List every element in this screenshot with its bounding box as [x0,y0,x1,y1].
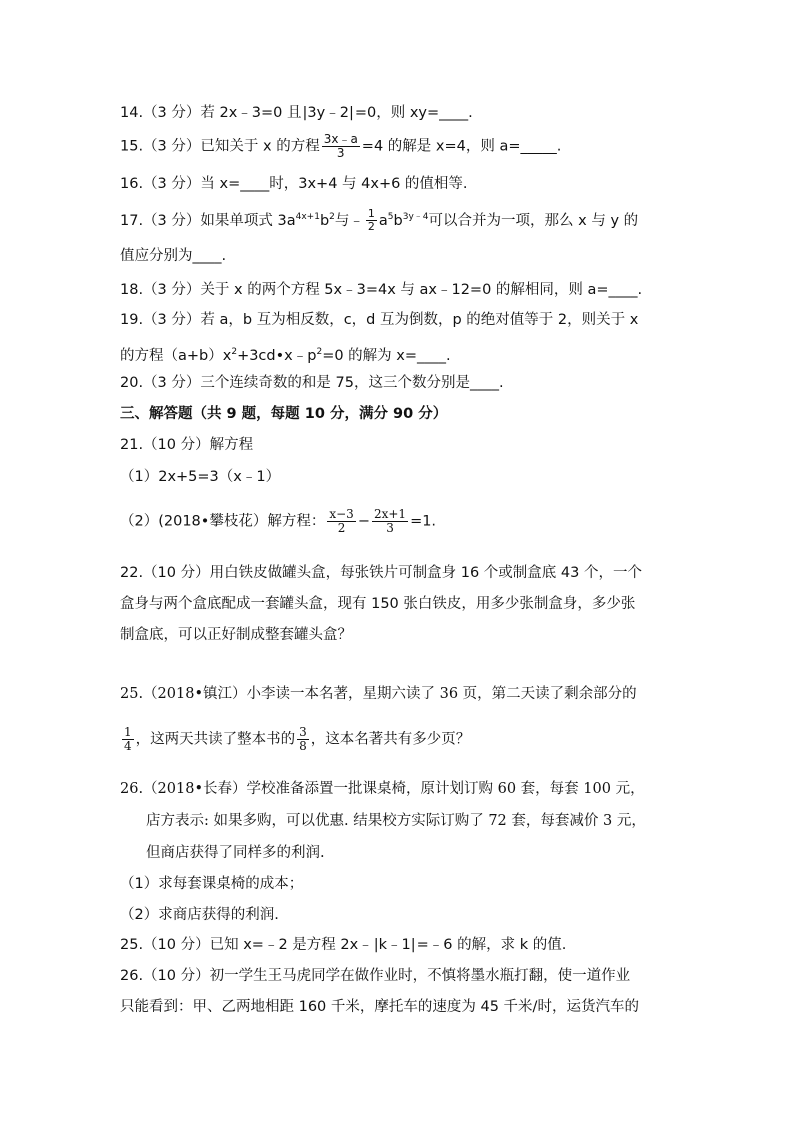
question-26-b-line-2: 只能看到：甲、乙两地相距 160 千米，摩托车的速度为 45 千米/时，运货汽车的 [120,999,639,1015]
question-26-a-line-3: 但商店获得了同样多的利润. [146,845,325,861]
question-15: 15.（3 分）已知关于 x 的方程 $\frac{3x﹣a}{3}$ =4 的解是 x=4，则 a=_____. [120,132,562,160]
fraction: $\frac{1}{4}$ [124,725,132,753]
question-26-a-line-1: 26.（2018•长春）学校准备添置一批课桌椅，原计划订购 60 套，每套 100 元， [120,781,645,797]
section-3-heading: 三、解答题（共 9 题，每题 10 分，满分 90 分） [120,406,448,422]
question-25-a-line-1: 25.（2018•镇江）小李读一本名著，星期六读了 36 页，第二天读了剩余部分的 [120,686,637,702]
question-21-part-1: （1）2x+5=3（x﹣1） [120,469,281,485]
question-22-line-2: 盒身与两个盒底配成一套罐头盒，现有 150 张白铁皮，用多少张制盒身，多少张 [120,596,636,612]
fraction: $\frac{1}{2}$ [367,207,375,234]
question-26-a-part-2: （2）求商店获得的利润. [120,907,279,923]
question-17-line-2: 值应分别为____. [120,248,227,264]
question-26-b-line-1: 26.（10 分）初一学生王马虎同学在做作业时，不慎将墨水瓶打翻，使一道作业 [120,968,631,984]
fraction: $\frac{3}{8}$ [299,725,307,753]
fraction: $\frac{x-3}{2}$ [329,507,354,535]
question-25-a-line-2: $\frac{1}{4}$ ，这两天共读了整本书的 $\frac{3}{8}$ ，这本名著共有多少页？ [124,725,471,753]
fraction: $\frac{2x+1}{3}$ [373,507,407,535]
question-14: 14.（3 分）若 2x﹣3=0 且|3y﹣2|=0，则 xy=____. [120,105,473,121]
question-21-part-2: （2）(2018•攀枝花）解方程： $\frac{x-3}{2}$ − $\frac{2x+1}{3}$ =1. [120,507,437,535]
question-22-line-1: 22.（10 分）用白铁皮做罐头盒，每张铁片可制盒身 16 个或制盒底 43 个，一个 [120,565,642,581]
question-26-a-line-2: 店方表示: 如果多购，可以优惠. 结果校方实际订购了 72 套，每套减价 3 元， [146,813,646,829]
question-21-title: 21.（10 分）解方程 [120,437,254,453]
question-17-line-1: 17.（3 分）如果单项式 $3a^{4x+1}b^2$与﹣ $\frac{1}{2}$ $a^5b^{3y﹣4}$可以合并为一项，那么 x 与 y 的 [120,207,639,234]
question-19-line-2: 的方程$(a+b)x^2+3cd•x﹣p^2=0$ 的解为 x=____. [120,347,451,364]
question-18: 18.（3 分）关于 x 的两个方程 5x﹣3=4x 与 ax﹣12=0 的解相同，则 a=____. [120,282,643,298]
question-26-a-part-1: （1）求每套课桌椅的成本； [120,876,304,892]
question-16: 16.（3 分）当 x=____时，3x+4 与 4x+6 的值相等. [120,176,468,192]
question-20: 20.（3 分）三个连续奇数的和是 75，这三个数分别是____. [120,375,504,391]
question-19-line-1: 19.（3 分）若 a，b 互为相反数，c，d 互为倒数，p 的绝对值等于 2，则关于 x [120,312,639,328]
question-25-b: 25.（10 分）已知 x=﹣2 是方程 2x﹣|k﹣1|=﹣6 的解，求 k 的值. [120,937,567,953]
question-22-line-3: 制盒底，可以正好制成整套罐头盒？ [120,627,352,643]
fraction: $\frac{3x﹣a}{3}$ [323,132,358,160]
